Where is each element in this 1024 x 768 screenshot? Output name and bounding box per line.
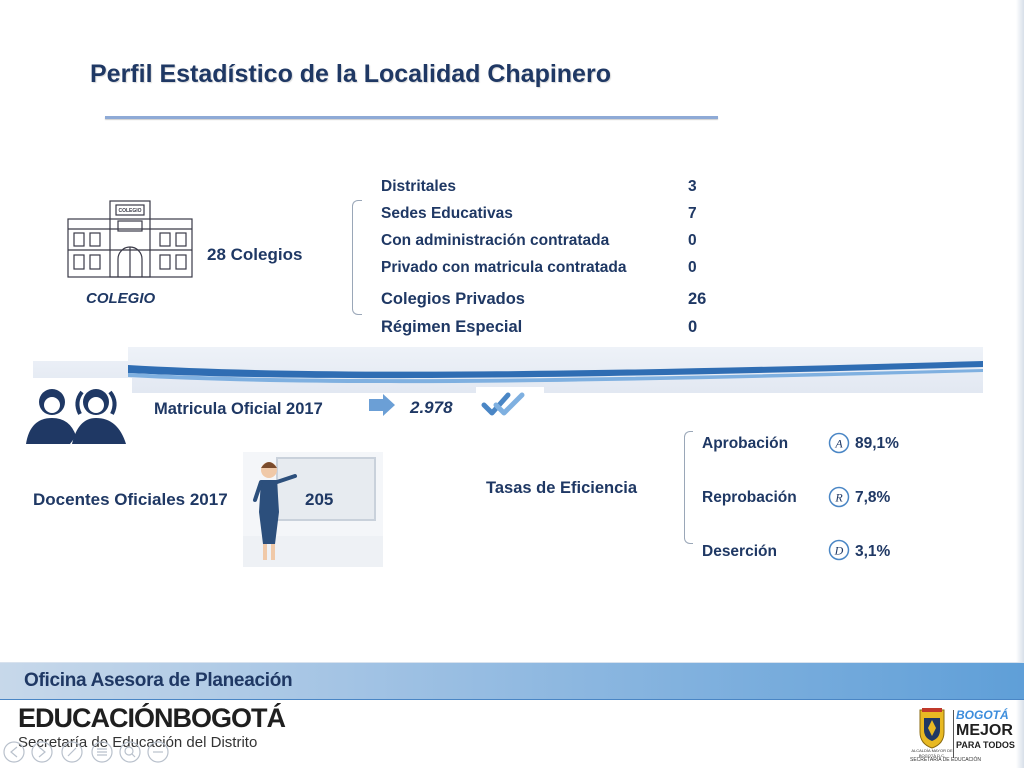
approval-icon-letter: A xyxy=(835,436,843,451)
nav-zoom-icon xyxy=(120,742,140,762)
reprobation-icon xyxy=(828,486,850,508)
rate-label-aprobacion: Aprobación xyxy=(702,435,789,452)
rate-value-desercion: 3,1% xyxy=(855,543,891,560)
nav-next-icon xyxy=(32,742,52,762)
students-icon xyxy=(22,378,132,444)
docentes-label: Docentes Oficiales 2017 xyxy=(33,490,228,509)
dropout-icon-letter: D xyxy=(834,543,844,558)
stat-label: Distritales xyxy=(381,178,456,195)
footer-office-name: Oficina Asesora de Planeación xyxy=(24,670,293,691)
tasas-label: Tasas de Eficiencia xyxy=(486,479,638,497)
escudo-caption: ALCALDÍA MAYOR DE BOGOTÁ D.C. xyxy=(911,748,953,758)
colegios-total: 28 Colegios xyxy=(207,245,303,264)
approval-icon xyxy=(828,432,850,454)
tasas-bracket xyxy=(684,431,693,544)
matricula-label: Matricula Oficial 2017 xyxy=(154,400,323,418)
footer-credit: SECRETARÍA DE EDUCACIÓN xyxy=(910,757,982,763)
matricula-value: 2.978 xyxy=(410,398,453,417)
arrow-right-icon xyxy=(369,394,395,416)
brand-separator xyxy=(953,710,954,758)
stat-label: Régimen Especial xyxy=(381,318,523,336)
stat-label: Sedes Educativas xyxy=(381,205,513,222)
brand-line-2: MEJOR xyxy=(956,722,1013,739)
stat-value: 0 xyxy=(688,232,697,249)
school-label-text: COLEGIO xyxy=(86,290,156,307)
docentes-value: 205 xyxy=(305,490,334,509)
title-underline xyxy=(105,116,718,119)
reprobation-icon-letter: R xyxy=(835,490,843,505)
stat-label: Con administración contratada xyxy=(381,232,610,249)
rate-label-desercion: Deserción xyxy=(702,543,777,560)
rate-value-aprobacion: 89,1% xyxy=(855,435,899,452)
colegios-bracket xyxy=(352,200,362,315)
page-title: Perfil Estadístico de la Localidad Chapinero xyxy=(90,60,611,88)
brand-line-1: BOGOTÁ xyxy=(956,708,1009,722)
educacion-bogota-logo xyxy=(18,703,285,734)
stat-value: 0 xyxy=(688,318,698,336)
logo-part-2: BOGOTÁ xyxy=(172,703,286,733)
double-check-icon xyxy=(476,387,544,420)
logo-subtitle: Secretaría de Educación del Distrito xyxy=(18,734,258,751)
rate-value-reprobacion: 7,8% xyxy=(855,489,891,506)
stat-label: Colegios Privados xyxy=(381,290,525,308)
brand-line-3: PARA TODOS xyxy=(956,740,1015,750)
nav-prev-icon xyxy=(4,742,24,762)
logo-part-1: EDUCACIÓN xyxy=(18,703,173,733)
stat-value: 3 xyxy=(688,178,697,195)
stat-value: 26 xyxy=(688,290,707,308)
school-building-icon xyxy=(60,195,200,310)
rate-label-reprobacion: Reprobación xyxy=(702,489,797,506)
stat-value: 0 xyxy=(688,259,697,276)
stat-label: Privado con matricula contratada xyxy=(381,259,627,276)
slide-edge xyxy=(1016,0,1024,768)
dropout-icon xyxy=(828,539,850,561)
stat-value: 7 xyxy=(688,205,697,222)
school-sign-text: COLEGIO xyxy=(118,208,142,214)
slide-nav-controls[interactable] xyxy=(2,738,172,766)
